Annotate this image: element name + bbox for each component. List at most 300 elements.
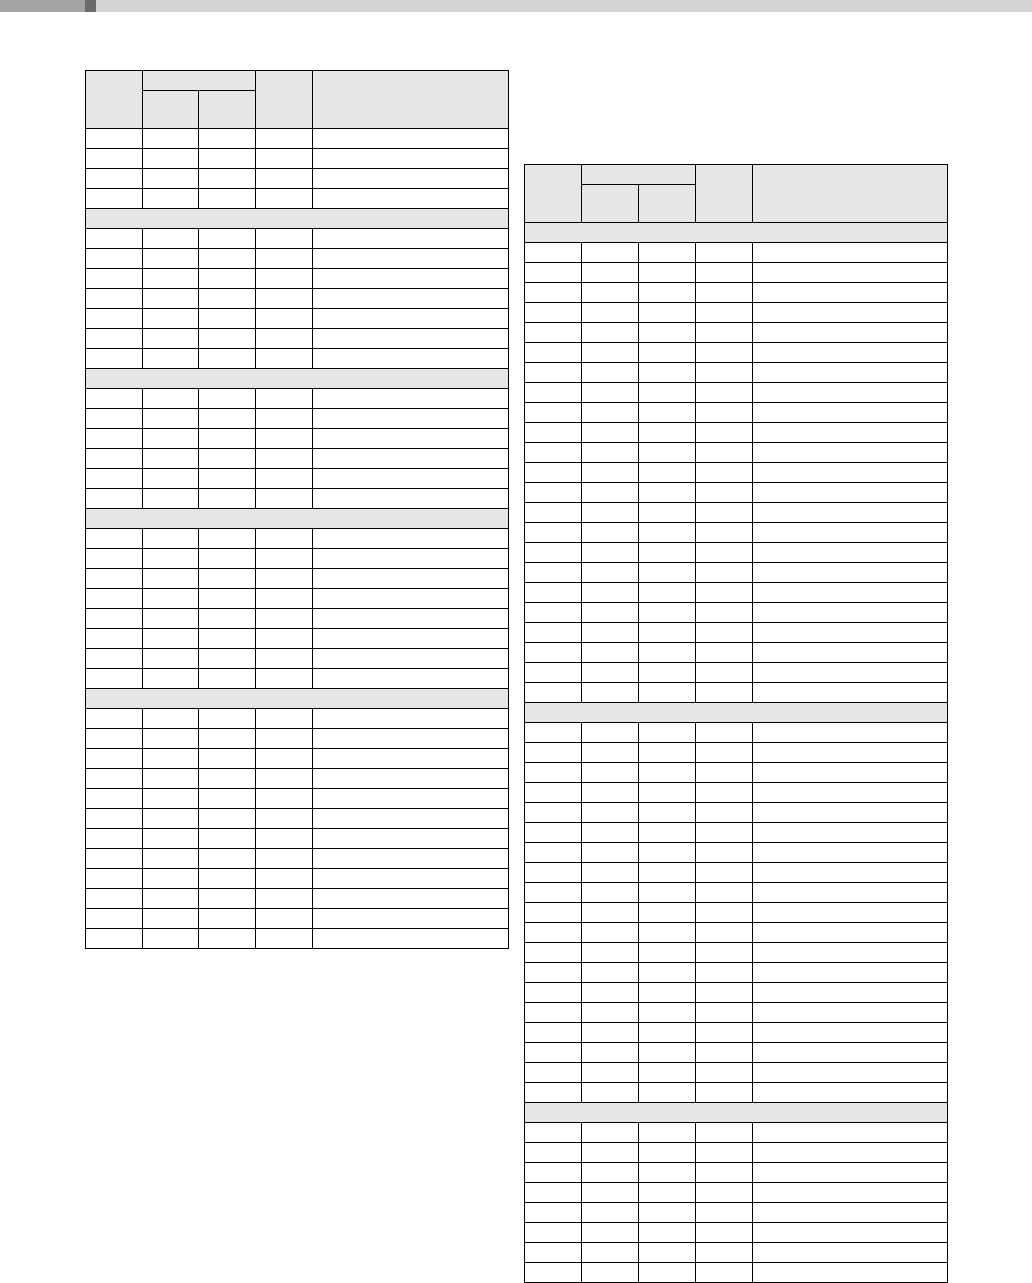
table-cell bbox=[753, 303, 948, 323]
table-cell bbox=[639, 363, 696, 383]
table-row bbox=[86, 289, 509, 309]
table-cell bbox=[696, 1083, 753, 1103]
table-cell bbox=[696, 463, 753, 483]
table-cell bbox=[525, 963, 582, 983]
table-row bbox=[525, 403, 948, 423]
table-cell bbox=[753, 1063, 948, 1083]
table-cell bbox=[199, 869, 256, 889]
table-row bbox=[525, 1263, 948, 1283]
table-cell bbox=[525, 783, 582, 803]
table-cell bbox=[313, 489, 509, 509]
section-row bbox=[86, 689, 509, 709]
table-row bbox=[86, 809, 509, 829]
table-cell bbox=[639, 443, 696, 463]
table-cell bbox=[753, 243, 948, 263]
table-cell bbox=[753, 623, 948, 643]
table-cell bbox=[313, 569, 509, 589]
table-cell bbox=[753, 603, 948, 623]
table-cell bbox=[582, 923, 639, 943]
table-cell bbox=[256, 629, 313, 649]
table-cell bbox=[696, 1003, 753, 1023]
table-cell bbox=[143, 769, 199, 789]
table-cell bbox=[639, 683, 696, 703]
table-cell bbox=[696, 683, 753, 703]
table-cell bbox=[313, 189, 509, 209]
table-cell bbox=[256, 569, 313, 589]
table-cell bbox=[696, 623, 753, 643]
table-cell bbox=[86, 909, 143, 929]
table-row bbox=[525, 463, 948, 483]
table-cell bbox=[582, 983, 639, 1003]
table-cell bbox=[639, 643, 696, 663]
table-cell bbox=[639, 1143, 696, 1163]
table-cell bbox=[696, 1263, 753, 1283]
table-cell bbox=[696, 483, 753, 503]
table-cell bbox=[753, 403, 948, 423]
table-cell bbox=[696, 1123, 753, 1143]
section-cell bbox=[86, 209, 509, 229]
table-cell bbox=[582, 1143, 639, 1163]
table-cell bbox=[199, 149, 256, 169]
table-row bbox=[525, 683, 948, 703]
table-cell bbox=[256, 809, 313, 829]
table-cell bbox=[199, 729, 256, 749]
table-cell bbox=[256, 869, 313, 889]
table-cell bbox=[313, 149, 509, 169]
right-table-body bbox=[525, 223, 948, 1283]
header-bar-segment-dark bbox=[85, 0, 96, 12]
table-row bbox=[86, 129, 509, 149]
table-row bbox=[525, 823, 948, 843]
table-cell bbox=[313, 449, 509, 469]
table-cell bbox=[639, 1163, 696, 1183]
table-cell bbox=[313, 729, 509, 749]
section-cell bbox=[525, 223, 948, 243]
table-cell bbox=[256, 289, 313, 309]
table-cell bbox=[639, 243, 696, 263]
table-row bbox=[86, 469, 509, 489]
table-cell bbox=[582, 723, 639, 743]
table-row bbox=[86, 189, 509, 209]
table-cell bbox=[199, 829, 256, 849]
table-cell bbox=[639, 463, 696, 483]
table-cell bbox=[525, 383, 582, 403]
section-cell bbox=[525, 1103, 948, 1123]
table-cell bbox=[143, 529, 199, 549]
table-cell bbox=[582, 1263, 639, 1283]
table-cell bbox=[696, 943, 753, 963]
table-cell bbox=[199, 609, 256, 629]
table-cell bbox=[753, 843, 948, 863]
section-cell bbox=[86, 369, 509, 389]
table-cell bbox=[525, 283, 582, 303]
table-cell bbox=[86, 669, 143, 689]
table-row bbox=[86, 589, 509, 609]
table-cell bbox=[525, 1063, 582, 1083]
table-cell bbox=[696, 643, 753, 663]
table-cell bbox=[143, 869, 199, 889]
table-cell bbox=[199, 769, 256, 789]
table-cell bbox=[86, 189, 143, 209]
table-cell bbox=[525, 1123, 582, 1143]
table-cell bbox=[696, 1063, 753, 1083]
table-cell bbox=[582, 343, 639, 363]
table-cell bbox=[199, 569, 256, 589]
table-row bbox=[525, 343, 948, 363]
table-cell bbox=[199, 889, 256, 909]
table-cell bbox=[86, 529, 143, 549]
table-cell bbox=[86, 649, 143, 669]
table-cell bbox=[86, 229, 143, 249]
table-cell bbox=[525, 443, 582, 463]
table-cell bbox=[256, 269, 313, 289]
table-cell bbox=[313, 389, 509, 409]
table-cell bbox=[582, 543, 639, 563]
table-cell bbox=[696, 1043, 753, 1063]
table-cell bbox=[582, 943, 639, 963]
table-cell bbox=[753, 563, 948, 583]
table-cell bbox=[582, 323, 639, 343]
table-cell bbox=[86, 169, 143, 189]
table-cell bbox=[86, 929, 143, 949]
table-cell bbox=[696, 783, 753, 803]
table-cell bbox=[525, 243, 582, 263]
table-cell bbox=[256, 329, 313, 349]
table-cell bbox=[582, 563, 639, 583]
table-cell bbox=[86, 129, 143, 149]
table-cell bbox=[582, 743, 639, 763]
table-cell bbox=[256, 449, 313, 469]
table-cell bbox=[143, 129, 199, 149]
table-row bbox=[525, 1063, 948, 1083]
table-cell bbox=[639, 1183, 696, 1203]
table-cell bbox=[696, 983, 753, 1003]
table-cell bbox=[313, 549, 509, 569]
table-cell bbox=[639, 343, 696, 363]
table-cell bbox=[582, 1003, 639, 1023]
table-cell bbox=[313, 709, 509, 729]
table-cell bbox=[753, 983, 948, 1003]
table-cell bbox=[525, 1203, 582, 1223]
table-row bbox=[86, 489, 509, 509]
table-cell bbox=[582, 463, 639, 483]
table-cell bbox=[525, 1023, 582, 1043]
table-row bbox=[86, 429, 509, 449]
table-cell bbox=[313, 649, 509, 669]
table-cell bbox=[313, 349, 509, 369]
table-cell bbox=[753, 483, 948, 503]
table-row bbox=[86, 869, 509, 889]
section-cell bbox=[86, 689, 509, 709]
table-cell bbox=[199, 789, 256, 809]
table-cell bbox=[525, 923, 582, 943]
table-cell bbox=[143, 329, 199, 349]
table-cell bbox=[696, 843, 753, 863]
table-cell bbox=[256, 389, 313, 409]
table-cell bbox=[256, 849, 313, 869]
table-cell bbox=[313, 769, 509, 789]
table-row bbox=[86, 309, 509, 329]
table-row bbox=[525, 663, 948, 683]
table-cell bbox=[696, 283, 753, 303]
table-cell bbox=[256, 309, 313, 329]
table-cell bbox=[582, 1043, 639, 1063]
header-sub-a bbox=[582, 185, 639, 223]
table-cell bbox=[639, 983, 696, 1003]
table-cell bbox=[639, 383, 696, 403]
table-cell bbox=[639, 1063, 696, 1083]
table-cell bbox=[696, 323, 753, 343]
table-cell bbox=[143, 709, 199, 729]
table-cell bbox=[143, 649, 199, 669]
table-cell bbox=[525, 583, 582, 603]
table-cell bbox=[696, 963, 753, 983]
table-cell bbox=[86, 749, 143, 769]
table-row bbox=[525, 563, 948, 583]
table-cell bbox=[86, 409, 143, 429]
table-row bbox=[86, 629, 509, 649]
table-row bbox=[86, 789, 509, 809]
table-cell bbox=[582, 283, 639, 303]
table-cell bbox=[753, 323, 948, 343]
table-cell bbox=[86, 729, 143, 749]
table-row bbox=[86, 149, 509, 169]
table-cell bbox=[753, 643, 948, 663]
table-cell bbox=[256, 789, 313, 809]
table-cell bbox=[753, 1223, 948, 1243]
table-row bbox=[525, 483, 948, 503]
table-cell bbox=[639, 623, 696, 643]
section-cell bbox=[86, 509, 509, 529]
table-cell bbox=[525, 263, 582, 283]
table-cell bbox=[639, 483, 696, 503]
table-row bbox=[525, 1143, 948, 1163]
table-cell bbox=[313, 409, 509, 429]
table-row bbox=[86, 349, 509, 369]
table-row bbox=[525, 283, 948, 303]
table-cell bbox=[143, 289, 199, 309]
table-row bbox=[86, 889, 509, 909]
table-cell bbox=[525, 423, 582, 443]
table-cell bbox=[696, 383, 753, 403]
table-cell bbox=[86, 329, 143, 349]
table-cell bbox=[582, 303, 639, 323]
table-cell bbox=[313, 269, 509, 289]
table-cell bbox=[753, 1163, 948, 1183]
table-cell bbox=[753, 1183, 948, 1203]
table-cell bbox=[86, 589, 143, 609]
table-cell bbox=[753, 803, 948, 823]
table-cell bbox=[525, 1143, 582, 1163]
table-cell bbox=[639, 943, 696, 963]
table-cell bbox=[256, 169, 313, 189]
header-sub-b bbox=[639, 185, 696, 223]
header-col-5 bbox=[753, 165, 948, 223]
table-cell bbox=[199, 169, 256, 189]
table-row bbox=[525, 1163, 948, 1183]
table-cell bbox=[639, 523, 696, 543]
table-row bbox=[525, 803, 948, 823]
left-table bbox=[85, 70, 509, 949]
table-cell bbox=[696, 863, 753, 883]
table-cell bbox=[639, 743, 696, 763]
table-cell bbox=[256, 669, 313, 689]
table-cell bbox=[582, 443, 639, 463]
table-cell bbox=[313, 469, 509, 489]
table-row bbox=[525, 643, 948, 663]
table-cell bbox=[313, 589, 509, 609]
table-cell bbox=[143, 169, 199, 189]
table-cell bbox=[313, 869, 509, 889]
table-cell bbox=[143, 809, 199, 829]
table-cell bbox=[753, 863, 948, 883]
table-cell bbox=[199, 309, 256, 329]
table-cell bbox=[753, 343, 948, 363]
table-cell bbox=[143, 569, 199, 589]
table-cell bbox=[313, 169, 509, 189]
table-cell bbox=[143, 409, 199, 429]
table-row bbox=[525, 503, 948, 523]
table-cell bbox=[86, 769, 143, 789]
table-cell bbox=[143, 589, 199, 609]
table-cell bbox=[313, 849, 509, 869]
table-row bbox=[525, 783, 948, 803]
table-cell bbox=[143, 469, 199, 489]
table-cell bbox=[582, 383, 639, 403]
table-cell bbox=[582, 763, 639, 783]
table-cell bbox=[313, 629, 509, 649]
table-cell bbox=[256, 129, 313, 149]
table-cell bbox=[86, 569, 143, 589]
table-cell bbox=[143, 829, 199, 849]
table-row bbox=[525, 243, 948, 263]
table-cell bbox=[199, 669, 256, 689]
table-cell bbox=[696, 543, 753, 563]
table-cell bbox=[143, 489, 199, 509]
table-cell bbox=[256, 249, 313, 269]
table-cell bbox=[582, 1163, 639, 1183]
table-cell bbox=[753, 583, 948, 603]
table-cell bbox=[582, 243, 639, 263]
table-cell bbox=[199, 489, 256, 509]
table-cell bbox=[753, 883, 948, 903]
table-cell bbox=[313, 529, 509, 549]
table-cell bbox=[582, 1223, 639, 1243]
table-cell bbox=[199, 749, 256, 769]
table-row bbox=[86, 169, 509, 189]
section-row bbox=[525, 223, 948, 243]
table-cell bbox=[582, 663, 639, 683]
table-cell bbox=[199, 289, 256, 309]
table-cell bbox=[199, 909, 256, 929]
table-cell bbox=[313, 789, 509, 809]
table-cell bbox=[525, 723, 582, 743]
table-cell bbox=[639, 883, 696, 903]
table-cell bbox=[199, 809, 256, 829]
table-cell bbox=[582, 603, 639, 623]
table-cell bbox=[639, 803, 696, 823]
header-sub-a bbox=[143, 91, 199, 129]
table-cell bbox=[86, 849, 143, 869]
table-row bbox=[86, 389, 509, 409]
table-cell bbox=[143, 909, 199, 929]
table-cell bbox=[696, 723, 753, 743]
table-cell bbox=[86, 829, 143, 849]
table-cell bbox=[525, 823, 582, 843]
table-row bbox=[86, 849, 509, 869]
table-cell bbox=[753, 663, 948, 683]
table-cell bbox=[696, 243, 753, 263]
table-cell bbox=[582, 403, 639, 423]
table-cell bbox=[639, 1023, 696, 1043]
header-col-4 bbox=[256, 71, 313, 129]
table-cell bbox=[582, 1243, 639, 1263]
table-cell bbox=[199, 389, 256, 409]
table-cell bbox=[639, 1083, 696, 1103]
table-cell bbox=[582, 783, 639, 803]
table-cell bbox=[639, 603, 696, 623]
table-row bbox=[86, 829, 509, 849]
table-cell bbox=[696, 423, 753, 443]
table-row bbox=[86, 329, 509, 349]
table-cell bbox=[582, 1023, 639, 1043]
table-cell bbox=[143, 729, 199, 749]
table-cell bbox=[525, 643, 582, 663]
table-cell bbox=[256, 469, 313, 489]
table-cell bbox=[753, 1123, 948, 1143]
table-cell bbox=[143, 229, 199, 249]
left-table-body bbox=[86, 129, 509, 949]
table-row bbox=[86, 769, 509, 789]
table-cell bbox=[753, 723, 948, 743]
table-row bbox=[525, 1183, 948, 1203]
table-row bbox=[86, 229, 509, 249]
table-cell bbox=[753, 443, 948, 463]
table-cell bbox=[86, 349, 143, 369]
table-cell bbox=[86, 249, 143, 269]
table-cell bbox=[639, 583, 696, 603]
table-cell bbox=[313, 669, 509, 689]
section-row bbox=[86, 209, 509, 229]
table-cell bbox=[753, 263, 948, 283]
table-cell bbox=[199, 469, 256, 489]
table-cell bbox=[753, 1003, 948, 1023]
table-cell bbox=[525, 1223, 582, 1243]
header-sub-b bbox=[199, 91, 256, 129]
table-row bbox=[525, 583, 948, 603]
table-cell bbox=[696, 263, 753, 283]
table-cell bbox=[696, 1183, 753, 1203]
table-cell bbox=[753, 683, 948, 703]
table-cell bbox=[582, 483, 639, 503]
table-cell bbox=[582, 803, 639, 823]
table-cell bbox=[199, 529, 256, 549]
table-row bbox=[525, 1043, 948, 1063]
table-cell bbox=[199, 589, 256, 609]
table-row bbox=[86, 709, 509, 729]
section-row bbox=[86, 369, 509, 389]
table-cell bbox=[143, 749, 199, 769]
table-cell bbox=[525, 883, 582, 903]
page-header-bar bbox=[0, 0, 1032, 12]
table-cell bbox=[525, 363, 582, 383]
table-cell bbox=[525, 743, 582, 763]
table-cell bbox=[696, 883, 753, 903]
table-cell bbox=[639, 403, 696, 423]
table-row bbox=[525, 1203, 948, 1223]
table-cell bbox=[199, 629, 256, 649]
table-cell bbox=[256, 829, 313, 849]
